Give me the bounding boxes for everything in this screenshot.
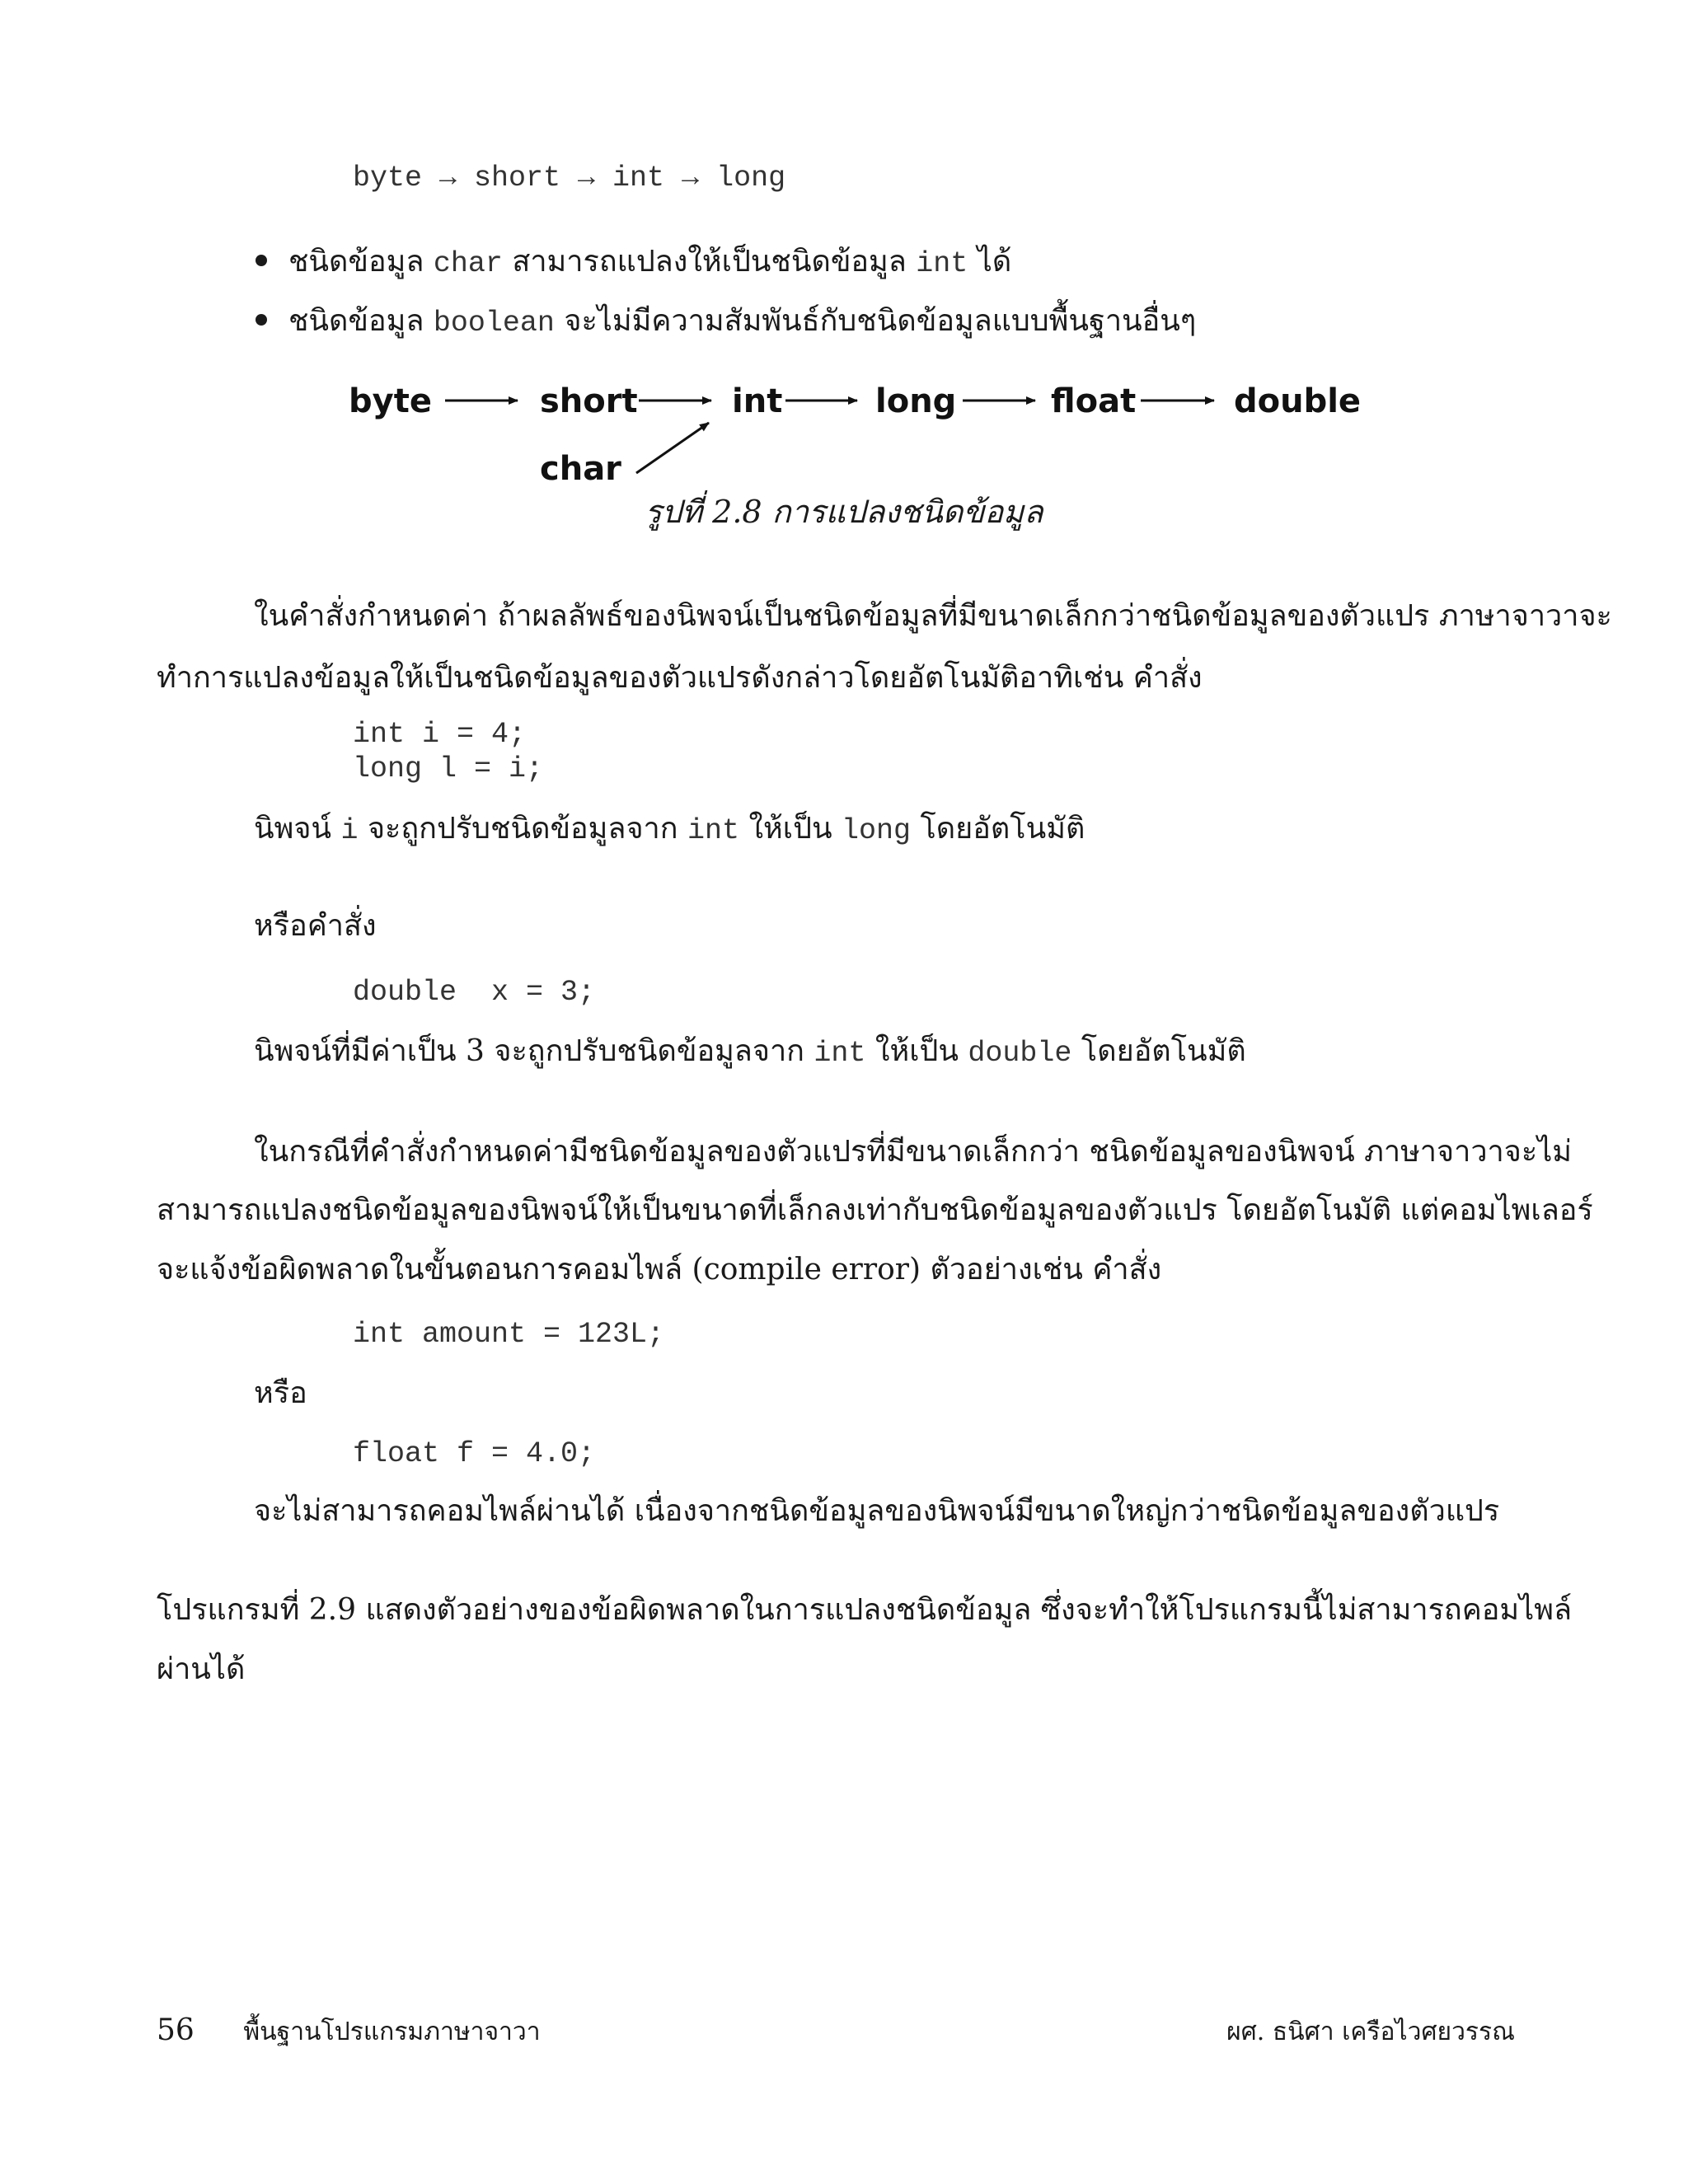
bullet-item-char [256, 241, 1011, 285]
node-double: double [1234, 382, 1362, 420]
inline-code: i [340, 814, 359, 847]
bullet-text: ได้ [968, 245, 1012, 279]
note-1 [254, 808, 1085, 852]
note-text: โดยอัตโนมัติ [911, 812, 1085, 846]
type-order-code: byte → short → int → long [353, 162, 786, 194]
note-text: จะถูกปรับชนิดข้อมูลจาก [358, 812, 688, 846]
note-text: นิพจน์ที่มีค่าเป็น 3 จะถูกปรับชนิดข้อมูลจาก [254, 1034, 814, 1068]
bullet-item-boolean [256, 300, 1196, 344]
paragraph-1-line-1: ในคำสั่งกำหนดค่า ถ้าผลลัพธ์ของนิพจน์เป็นชนิดข้อมูลที่มีขนาดเล็กกว่าชนิดข้อมูลของตัวแปร ภาษาจาวาจะ [254, 599, 1612, 633]
code-block-1: int i = 4; long l = i; [353, 718, 544, 785]
code-block-2: double x = 3; [353, 976, 596, 1009]
arrow-char-int [636, 423, 709, 473]
or-command-label: หรือคำสั่ง [254, 909, 377, 943]
author-name: ผศ. ธนิศา เครือไวศยวรรณ [1226, 2018, 1515, 2046]
bullet-text: จะไม่มีความสัมพันธ์กับชนิดข้อมูลแบบพื้นฐานอื่นๆ [554, 304, 1197, 338]
node-float: float [1051, 382, 1137, 420]
figure-caption: รูปที่ 2.8 การแปลงชนิดข้อมูล [645, 494, 1043, 530]
bullet-text: สามารถแปลงให้เป็นชนิดข้อมูล [502, 245, 917, 279]
bullet-text: ชนิดข้อมูล [288, 304, 424, 338]
node-int: int [732, 382, 783, 420]
inline-code: int [916, 247, 968, 280]
type-conversion-diagram [0, 354, 1688, 494]
inline-code: int [814, 1037, 866, 1070]
note-text: ให้เป็น [865, 1034, 968, 1068]
note-2 [254, 1030, 1246, 1075]
paragraph-2-line-3: จะแจ้งข้อผิดพลาดในขั้นตอนการคอมไพล์ (compile error) ตัวอย่างเช่น คำสั่ง [157, 1253, 1162, 1286]
paragraph-2-line-1: ในกรณีที่คำสั่งกำหนดค่ามีชนิดข้อมูลของตัวแปรที่มีขนาดเล็กกว่า ชนิดข้อมูลของนิพจน์ ภาษาจาวาจะไม่ [254, 1135, 1573, 1169]
book-title: พื้นฐานโปรแกรมภาษาจาวา [243, 2018, 541, 2046]
bullet-icon [256, 255, 267, 266]
bullet-icon [256, 314, 267, 326]
inline-code: char [433, 247, 503, 280]
bullet-text: ชนิดข้อมูล [288, 245, 424, 279]
paragraph-3-line-2: ผ่านได้ [157, 1652, 246, 1686]
note-text: โดยอัตโนมัติ [1071, 1034, 1246, 1068]
node-long: long [875, 382, 957, 420]
node-short: short [540, 382, 638, 420]
inline-code: int [687, 814, 740, 847]
note-text: นิพจน์ [254, 812, 341, 846]
page-number: 56 [157, 2013, 195, 2047]
paragraph-1-line-2: ทำการแปลงข้อมูลให้เป็นชนิดข้อมูลของตัวแปรดังกล่าวโดยอัตโนมัติอาทิเช่น คำสั่ง [157, 661, 1203, 695]
node-char: char [540, 450, 621, 488]
or-label: หรือ [254, 1376, 307, 1410]
paragraph-3-line-1: โปรแกรมที่ 2.9 แสดงตัวอย่างของข้อผิดพลาดในการแปลงชนิดข้อมูล ซึ่งจะทำให้โปรแกรมนี้ไม่สามารถคอมไพล์ [157, 1593, 1573, 1627]
inline-code: long [842, 814, 912, 847]
inline-code: double [968, 1037, 1072, 1070]
node-byte: byte [349, 382, 432, 420]
paragraph-2-line-2: สามารถแปลงชนิดข้อมูลของนิพจน์ให้เป็นขนาดที่เล็กลงเท่ากับชนิดข้อมูลของตัวแปร โดยอัตโนมัติ แต่คอมไพเลอร์ [157, 1193, 1593, 1227]
code-block-4: float f = 4.0; [353, 1437, 596, 1470]
code-block-3: int amount = 123L; [353, 1318, 665, 1351]
note-3: จะไม่สามารถคอมไพล์ผ่านได้ เนื่องจากชนิดข้อมูลของนิพจน์มีขนาดใหญ่กว่าชนิดข้อมูลของตัวแปร [254, 1494, 1500, 1528]
note-text: ให้เป็น [739, 812, 842, 846]
page-footer-left [157, 2013, 541, 2051]
inline-code: boolean [433, 307, 555, 340]
